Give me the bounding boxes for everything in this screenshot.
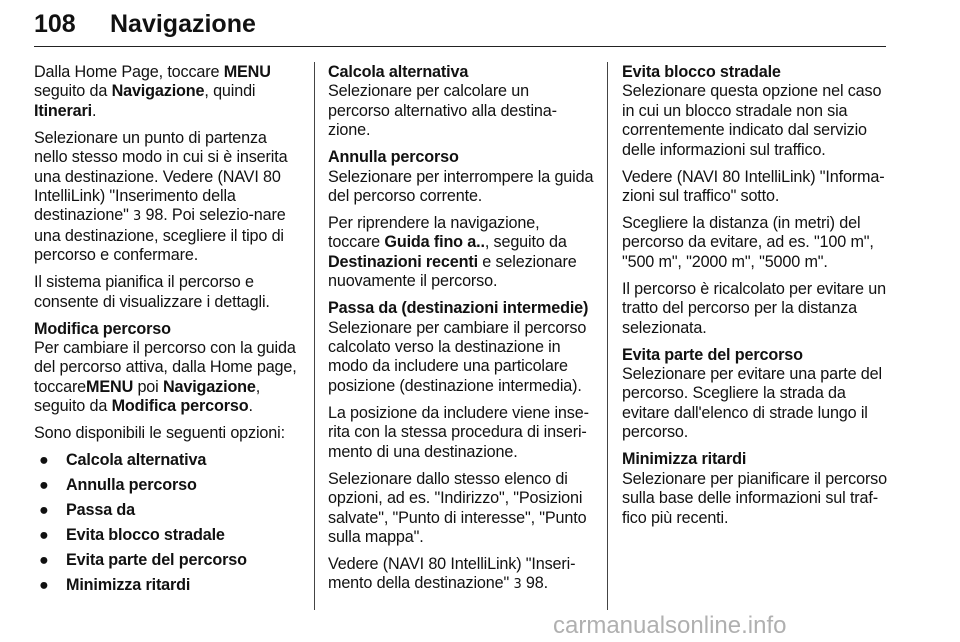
section-modifica-percorso: Modifica percorso Per cambiare il percorso con la guida del percorso attiva, dalla Home page, toccareMENU poi Navigazione, seguito da Modifica percorso. — [34, 320, 302, 417]
paragraph-riprendere: Per riprendere la navigazione, toccare Guida fino a.., seguito da Destinazioni recenti e selezionare nuovamente il percorso. — [328, 214, 577, 291]
paragraph-partenza: Selezionare un punto di partenza nello stesso modo in cui si è inserita una destinazione. Vedere (NAVI 80 IntelliLink) "Inserimento della destinazione" 3 98. Poi selezio‐nare una destinazione, scegliere il tipo di percorso e confermare. — [34, 128, 288, 265]
paragraph-distanza: Scegliere la distanza (in metri) del percorso da evitare, ad es. "100 m", "500 m", "2000 m", "5000 m". — [622, 214, 874, 271]
column-divider-1 — [314, 62, 315, 610]
menu-term: MENU — [223, 63, 271, 81]
navigazione-term: Navigazione — [111, 82, 205, 101]
options-list — [34, 451, 302, 595]
bullet-icon: ● — [39, 551, 49, 570]
section-annulla-percorso: Annulla percorso Selezionare per interrompere la guida del percorso corrente. — [328, 148, 594, 206]
section-evita-blocco-stradale: Evita blocco stradale Selezionare questa opzione nel caso in cui un blocco stradale non sia correntemente indicato dal servizio delle informazioni sul traffico. — [622, 63, 888, 160]
section-minimizza-ritardi: Minimizza ritardi Selezionare per pianificare il percorso sulla base delle informazioni sul traf‐fico più recenti. — [622, 450, 887, 527]
bullet-icon: ● — [39, 451, 49, 470]
paragraph-elenco: Selezionare dallo stesso elenco di opzioni, ad es. "Indirizzo", "Posizioni salvate", "Punto di interesse", "Punto sulla mappa". — [328, 469, 587, 546]
list-item: ● Passa da — [39, 501, 135, 520]
section-heading: Evita parte del percorso — [622, 345, 803, 364]
section-heading: Passa da (destinazioni intermedie) — [328, 299, 589, 318]
column-divider-2 — [607, 62, 608, 610]
section-heading: Minimizza ritardi — [622, 450, 747, 469]
column-1 — [34, 63, 302, 601]
cross-reference-arrow-icon: 3 — [513, 577, 522, 593]
watermark: carmanualsonline.info — [553, 612, 787, 639]
list-item: ● Evita blocco stradale — [39, 526, 225, 545]
section-heading: Annulla percorso — [328, 148, 459, 167]
section-heading: Modifica percorso — [34, 319, 171, 338]
paragraph-vedere: Vedere (NAVI 80 IntelliLink) "Inseri‐mento della destinazione" 3 98. — [328, 554, 576, 593]
list-item: ● Evita parte del percorso — [39, 551, 247, 570]
section-passa-da: Passa da (destinazioni intermedie) Selezionare per cambiare il percorso calcolato verso la destinazione in modo da includere una particolare posizione (destinazione intermedia). — [328, 299, 594, 396]
page-number: 108 — [34, 10, 76, 38]
cross-reference-arrow-icon: 3 — [133, 209, 142, 225]
options-intro: Sono disponibili le seguenti opzioni: — [34, 424, 285, 443]
itinerari-term: Itinerari — [34, 101, 93, 120]
page-title: Navigazione — [110, 10, 256, 38]
section-heading: Evita blocco stradale — [622, 63, 781, 81]
paragraph-ricalcolato: Il percorso è ricalcolato per evitare un tratto del percorso per la distanza selezionata. — [622, 279, 886, 337]
paragraph-vedere-traffico: Vedere (NAVI 80 IntelliLink) "Informa‐zioni sul traffico" sotto. — [622, 167, 885, 206]
list-item: ● Annulla percorso — [39, 476, 197, 495]
section-evita-parte-percorso: Evita parte del percorso Selezionare per evitare una parte del percorso. Scegliere la strada da evitare dall'elenco di strade lungo il percorso. — [622, 346, 888, 443]
column-2 — [328, 63, 594, 602]
section-heading: Calcola alternativa — [328, 63, 469, 81]
section-calcola-alternativa: Calcola alternativa Selezionare per calcolare un percorso alternativo alla destina‐zione. — [328, 63, 594, 141]
column-3 — [622, 63, 888, 536]
paragraph-intro: Dalla Home Page, toccare MENU seguito da Navigazione, quindi Itinerari. — [34, 63, 271, 120]
list-item: ● Calcola alternativa — [39, 451, 207, 470]
header-divider — [34, 46, 886, 47]
paragraph-posizione: La posizione da includere viene inse‐rita con la stessa procedura di inseri‐mento di una destinazione. — [328, 403, 589, 461]
bullet-icon: ● — [39, 576, 49, 595]
bullet-icon: ● — [39, 501, 49, 520]
bullet-icon: ● — [39, 526, 49, 545]
paragraph-pianifica: Il sistema pianifica il percorso e consente di visualizzare i dettagli. — [34, 273, 270, 311]
list-item: ● Minimizza ritardi — [39, 576, 191, 595]
page-header — [34, 2, 886, 48]
bullet-icon: ● — [39, 476, 49, 495]
